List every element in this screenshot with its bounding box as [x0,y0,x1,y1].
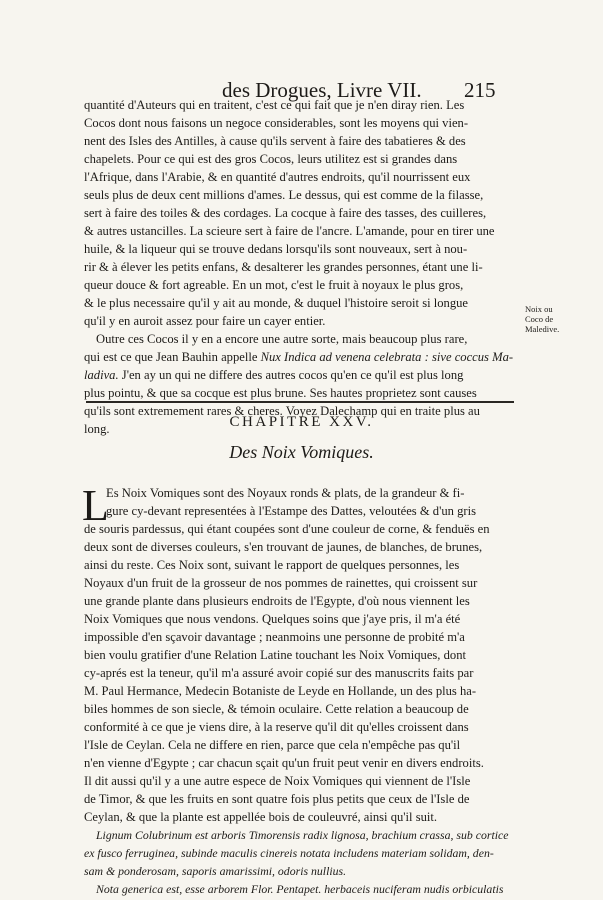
text-line: de Timor, & que les fruits en sont quatre fois plus petits que ceux de l'Isle de [84,792,470,806]
text-line: Noix Vomiques que nous vendons. Quelques soins que j'aye pris, il m'a été [84,612,461,626]
margin-note-line: Maledive. [525,324,560,334]
text-line: bien voulu gratifier d'une Relation Latine touchant les Noix Vomiques, dont [84,648,466,662]
text-line: quantité d'Auteurs qui en traitent, c'est ce qui fait que je n'en diray rien. Les [84,98,465,112]
text-line: gure cy-devant representées à l'Estampe des Dattes, veloutées & d'un gris [106,504,476,518]
text-line: plus pointu, & que sa cocque est plus brune. Ses hautes proprietez sont causes [84,386,477,400]
text-line: Cocos dont nous faisons un negoce considerables, sont les moyens qui vien- [84,116,469,130]
text-line: conformité à ce que je viens dire, à la reserve qu'il dit qu'elles croissent dans [84,720,469,734]
text-line: impossible d'en sçavoir davantage ; neanmoins une personne de probité m'a [84,630,465,644]
chapter-heading: CHAPITRE XXV. [229,414,374,430]
latin-text-line: sam & ponderosam, saporis amarissimi, odoris nullius. [84,864,347,878]
chapter-title: Des Noix Vomiques. [229,442,374,462]
text-line: nent des Isles des Antilles, à cause qu'ils servent à faire des tabatieres & des [84,134,466,148]
latin-text-line: Lignum Colubrinum est arboris Timorensis radix lignosa, brachium crassa, sub cortice [96,828,509,842]
text-run: qui est ce que Jean Bauhin appelle [84,350,261,364]
text-line: Noyaux d'un fruit de la grosseur de nos pommes de rainettes, qui croissent sur [84,576,478,590]
text-line: rir & à élever les petits enfans, & desalterer les grandes personnes, étant une li- [84,260,483,274]
text-line [84,366,514,384]
text-line: de souris pardessus, qui étant coupées sont d'une couleur de corne, & fenduës en [84,522,490,536]
text-line: cy-aprés est la teneur, qu'il m'a assuré avoir copié sur des manuscrits faits par [84,666,474,680]
text-line: l'Isle de Ceylan. Cela ne differe en rien, parce que cela n'empêche pas qu'il [84,738,461,752]
running-title: des Drogues, Livre VII. [222,78,422,102]
text-line: Il dit aussi qu'il y a une autre espece de Noix Vomiques qui viennent de l'Isle [84,774,471,788]
chapter-body [82,481,514,898]
top-section [84,96,514,438]
text-line: Outre ces Cocos il y en a encore une autre sorte, mais beaucoup plus rare, [96,332,468,346]
text-line: biles hommes de son siecle, & témoin oculaire. Cette relation a beaucoup de [84,702,469,716]
text-line: qu'il y en auroit assez pour faire un cayer entier. [84,314,326,328]
text-line: deux sont de diverses couleurs, s'en trouvant de jaunes, de blanches, de brunes, [84,540,483,554]
latin-text-line: Nota generica est, esse arborem Flor. Pentapet. herbaceis nuciferam nudis orbiculatis [96,882,504,896]
text-line: ainsi du reste. Ces Noix sont, suivant le rapport de quelques personnes, les [84,558,460,572]
text-line: M. Paul Hermance, Medecin Botaniste de Leyde en Hollande, un des plus ha- [84,684,477,698]
text-line: queur douce & fort agreable. En un mot, c'est le fruit à noyaux le plus gros, [84,278,464,292]
section-rule [86,401,514,403]
text-line: Ceylan, & que la plante est appellée bois de couleuvré, ainsi qu'il suit. [84,810,438,824]
text-line: sert à faire des toiles & des cordages. La cocque à faire des tasses, des cuilleres, [84,206,487,220]
latin-text-line: ex fusco ferruginea, subinde maculis cinereis notata includens materiam solidam, den- [84,846,494,860]
text-line: & le plus necessaire qu'il y ait au monde, & duquel l'histoire seroit si longue [84,296,469,310]
text-line [84,348,514,366]
latin-name: Nux Indica ad venena celebrata : sive coccus Ma- [260,350,514,364]
latin-name: ladiva. [84,368,119,382]
text-line: une grande plante dans plusieurs endroits de l'Egypte, d'où nous viennent les [84,594,470,608]
text-line: chapelets. Pour ce qui est des gros Cocos, leurs utilitez est si grandes dans [84,152,458,166]
margin-note [525,304,599,334]
drop-cap: L [82,481,109,530]
text-line: & autres ustancilles. La scieure sert à faire de l'ancre. L'amande, pour en tirer une [84,224,495,238]
page-number: 215 [464,78,496,102]
text-line: huile, & la liqueur qui se trouve dedans lorsqu'ils sont nouveaux, sert à nou- [84,242,468,256]
margin-note-line: Coco de [525,314,554,324]
text-line: qu'ils sont extremement rares & cheres. Voyez Dalechamp qui en traite plus au [84,404,480,418]
margin-note-line: Noix ou [525,304,553,314]
text-line: l'Afrique, dans l'Arabie, & en quantité d'autres endroits, qu'il nourrissent eux [84,170,471,184]
text-line: long. [84,422,110,436]
text-line: seuls plus de deux cent millions d'ames. Le dessus, qui est comme de la filasse, [84,188,484,202]
text-run: J'en ay un qui ne differe des autres cocos qu'en ce qu'il est plus long [118,368,464,382]
text-line: Es Noix Vomiques sont des Noyaux ronds & plats, de la grandeur & fi- [106,486,465,500]
text-line: n'en vienne d'Egypte ; car chacun sçait qu'un fruit peut venir en divers endroits. [84,756,484,770]
